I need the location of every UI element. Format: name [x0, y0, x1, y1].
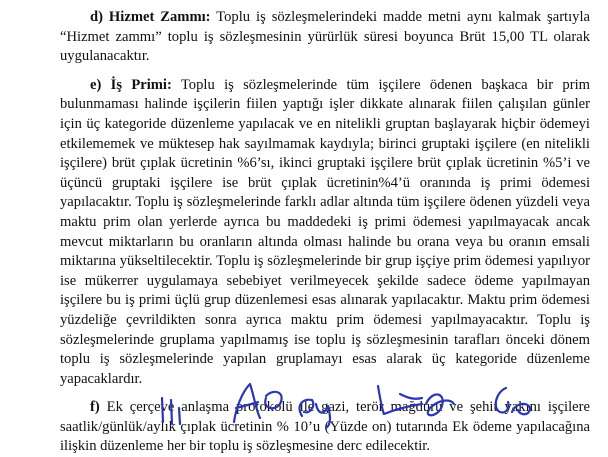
- signature-2: [234, 384, 282, 422]
- signatures-svg: [150, 378, 590, 430]
- signature-1: [162, 398, 180, 424]
- paragraph-heading: d) Hizmet Zammı:: [90, 9, 211, 25]
- paragraph-text: Ek çerçeve anlaşma protokolü ile gazi, terör mağduru ve şehit yakını işçilere saatlik/günlük/aylık çıplak ücretinin % 10’u (Yüzde on) tutarında Ek ödeme yapılacağına ilişkin düzenleme her bir toplu iş sözleşmesine derc edilecektir.: [60, 399, 590, 455]
- paragraph-heading: e) İş Primi:: [90, 76, 172, 93]
- signature-3: [300, 400, 330, 428]
- paragraph-heading: f): [90, 399, 100, 416]
- paragraph-text: Toplu iş sözleşmelerinde tüm işçilere ödenen başkaca bir prim bulunmaması halinde işçilerin fiilen yaptığı işler dikkate alınarak fiilen çalışılan günler için üç kategoride düzenleme yapılacak ve en nitelikli gruptan başlayarak hiçbir ödemeyi etkilememek ve müktesep hak sayılmamak kaydıyla; birinci gruptaki işçilere (en nitelikli işçilere) brüt çıplak ücretinin %6’sı, ikinci gruptaki işçilere brüt çıplak ücretinin %5’i ve üçüncü gruptaki işçilere ise brüt çıplak ücretinin%4’ü oranında iş primi ödemesi yapılacaktır. Toplu iş sözleşmelerinde farklı adlar altında tüm işçilere ödenen yüzdeli veya maktu prim olan yerlerde ayrıca bu maddedeki iş primi ödemesi yapılmayacak ancak mevcut miktarların bu oranların altında olması halinde bu orana veya bu oranın emsali miktarına yükseltilecektir. Toplu iş sözleşmelerinde bir grup işçiye prim ödemesi yapılıyor ise mükerrer uygulamaya sebebiyet verilmeyecek şekilde sadece ödeme yapılmayan işçilere bu iş primi üçlü grup düzenlemesi esas alınarak yapılacaktır. Maktu prim ödemesi yüzdeliğe çevrildikten sonra ayrıca maktu prim ödemesi yapılmayacaktır. Toplu iş sözleşmelerinde gruplama yapılmamış ise toplu iş sözleşmesinin tarafları önceki dönem toplu iş sözleşmelerinde yapılan gruplamayı esas alarak üç kategoride düzenleme yapacaklardır.: [60, 76, 590, 387]
- paragraph-hizmet-zammi: [60, 8, 590, 67]
- signature-area: [150, 378, 590, 430]
- paragraph-text: Toplu iş sözleşmelerindeki madde metni aynı kalmak şartıyla “Hizmet zammı” toplu iş sözleşmesinin yürürlük süresi boyunca Brüt 15,00 TL olarak uygulanacaktır.: [60, 9, 590, 65]
- signature-4: [378, 386, 454, 415]
- signature-5: [496, 388, 530, 414]
- paragraph-is-primi: [60, 76, 590, 390]
